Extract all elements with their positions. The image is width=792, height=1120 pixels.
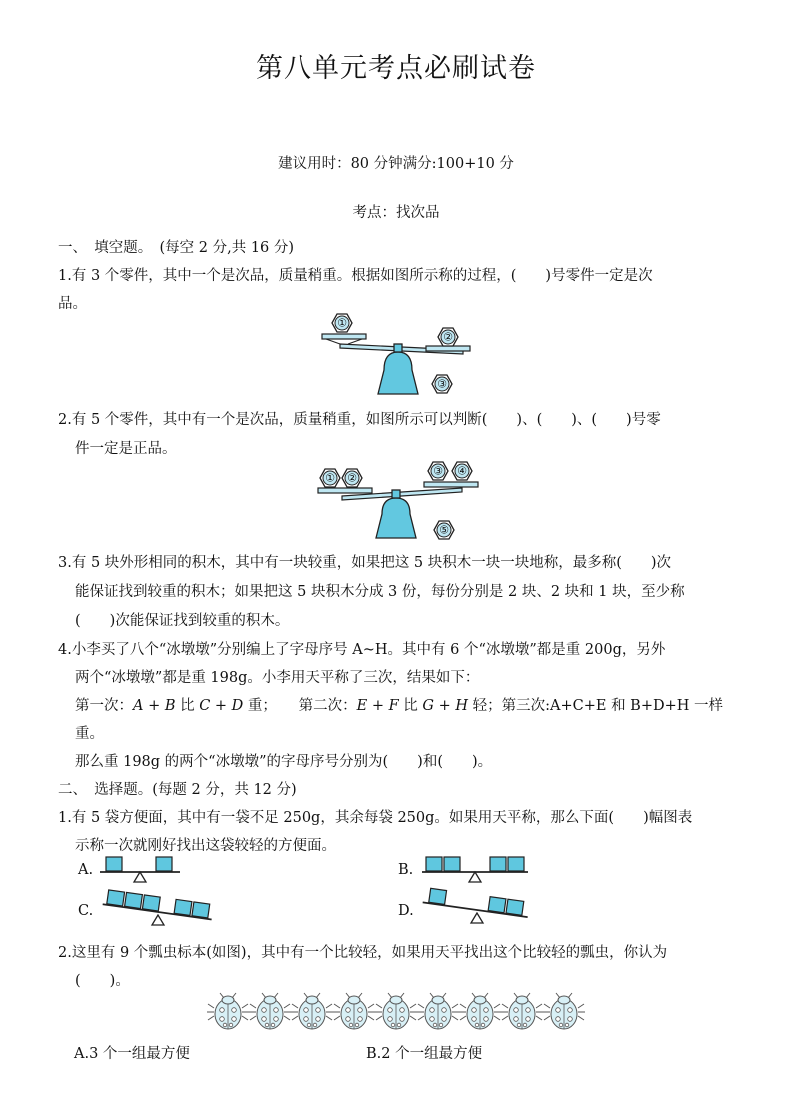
svg-text:①: ① xyxy=(325,471,335,485)
q4-line1: 4.小李买了八个“冰墩墩”分别编上了字母序号 A~H。其中有 6 个“冰墩墩”都是重 200g，另外 xyxy=(58,642,666,658)
svg-text:③: ③ xyxy=(433,464,443,478)
q4-line4: 重。 xyxy=(75,726,104,742)
ladybug-icon xyxy=(375,993,417,1029)
option-a-balance[interactable] xyxy=(100,855,190,885)
option-c-label[interactable]: C. xyxy=(78,903,94,919)
q2-base xyxy=(376,498,416,538)
hex-label-4 xyxy=(452,462,472,480)
ladybug-icon xyxy=(459,993,501,1029)
time-info: 建议用时：80 分钟满分:100+10 分 xyxy=(278,156,514,172)
option-a-label[interactable]: A. xyxy=(78,862,94,878)
svg-text:⑤: ⑤ xyxy=(439,523,449,537)
hex-label-3 xyxy=(432,375,452,393)
q4-text: 轻；第三次:A+C+E 和 B+D+H 一样 xyxy=(468,698,724,714)
q1-line1: 1.有 3 个零件，其中一个是次品，质量稍重。根据如图所示称的过程，( )号零件一定是次 xyxy=(58,268,653,284)
ladybug-icon xyxy=(207,993,249,1029)
q4-text: 第一次： xyxy=(75,698,133,714)
q2-balance-figure xyxy=(312,458,487,543)
q4-expr: A + B xyxy=(133,698,176,714)
hex-label-1 xyxy=(320,469,340,487)
q3-line2: 能保证找到较重的积木；如果把这 5 块积木分成 3 份，每份分别是 2 块、2 块和 1 块，至少称 xyxy=(75,584,685,600)
q4-expr: G + H xyxy=(422,698,469,714)
option-d-label[interactable]: D. xyxy=(398,903,414,919)
q4-line2: 两个“冰墩墩”都是重 198g。小李用天平称了三次，结果如下： xyxy=(75,670,480,686)
ladybug-icon xyxy=(291,993,333,1029)
section2-header: 二、 选择题。(每题 2 分，共 12 分) xyxy=(58,782,297,798)
q4-text: 比 xyxy=(398,698,423,714)
q2-line2: 件一定是正品。 xyxy=(75,441,177,457)
svg-text:②: ② xyxy=(347,471,357,485)
s2-q2-option-b[interactable]: B.2 个一组最方便 xyxy=(366,1046,483,1062)
svg-text:①: ① xyxy=(337,316,347,330)
q1-line2: 品。 xyxy=(58,296,87,312)
q4-expr: E + F xyxy=(356,698,399,714)
hex-label-3 xyxy=(428,462,448,480)
page-title: 第八单元考点必刷试卷 xyxy=(256,53,536,84)
ladybug-icon xyxy=(417,993,459,1029)
s2-q1-line2: 示称一次就刚好找出这袋较轻的方便面。 xyxy=(75,838,336,854)
s2-q1-line1: 1.有 5 袋方便面，其中有一袋不足 250g，其余每袋 250g。如果用天平称，那么下面( )幅图表 xyxy=(58,810,693,826)
s2-q2-option-a[interactable]: A.3 个一组最方便 xyxy=(74,1046,190,1062)
hex-label-2 xyxy=(438,328,458,346)
option-d-balance[interactable] xyxy=(422,893,537,929)
q4-expr: C + D xyxy=(199,698,244,714)
ladybug-icon xyxy=(501,993,543,1029)
ladybug-icon xyxy=(333,993,375,1029)
q1-balance-figure xyxy=(318,310,478,400)
q2-line1: 2.有 5 个零件，其中有一个是次品，质量稍重，如图所示可以判断( )、( )、( )号零 xyxy=(58,412,661,428)
section1-header: 一、 填空题。 (每空 2 分,共 16 分) xyxy=(58,240,295,256)
q4-text: 重； 第二次： xyxy=(243,698,357,714)
svg-text:③: ③ xyxy=(437,377,447,391)
option-c-balance[interactable] xyxy=(100,893,220,929)
q3-line3: ( )次能保证找到较重的积木。 xyxy=(75,613,290,629)
ladybug-icon xyxy=(543,993,585,1029)
q3-line1: 3.有 5 块外形相同的积木，其中有一块较重，如果把这 5 块积木一块一块地称，最多称( )次 xyxy=(58,555,672,571)
q4-text: 比 xyxy=(175,698,200,714)
option-b-label[interactable]: B. xyxy=(398,862,414,878)
svg-text:④: ④ xyxy=(457,464,467,478)
q1-base xyxy=(378,352,418,394)
hex-label-1 xyxy=(332,314,352,332)
q1-right-pan xyxy=(426,346,470,351)
hex-label-2 xyxy=(342,469,362,487)
s2-q2-line1: 2.这里有 9 个瓢虫标本(如图)，其中有一个比较轻，如果用天平找出这个比较轻的瓢虫，你认为 xyxy=(58,945,668,961)
q4-line3 xyxy=(75,694,723,715)
q1-left-pan xyxy=(322,334,366,344)
q4-line5: 那么重 198g 的两个“冰墩墩”的字母序号分别为( )和( )。 xyxy=(75,754,493,770)
option-b-balance[interactable] xyxy=(422,855,532,885)
ladybug-row xyxy=(208,992,588,1032)
s2-q2-line2: ( )。 xyxy=(75,973,130,989)
ladybug-icon xyxy=(249,993,291,1029)
hex-label-5 xyxy=(434,521,454,539)
svg-text:②: ② xyxy=(443,330,453,344)
topic: 考点：找次品 xyxy=(352,205,440,221)
